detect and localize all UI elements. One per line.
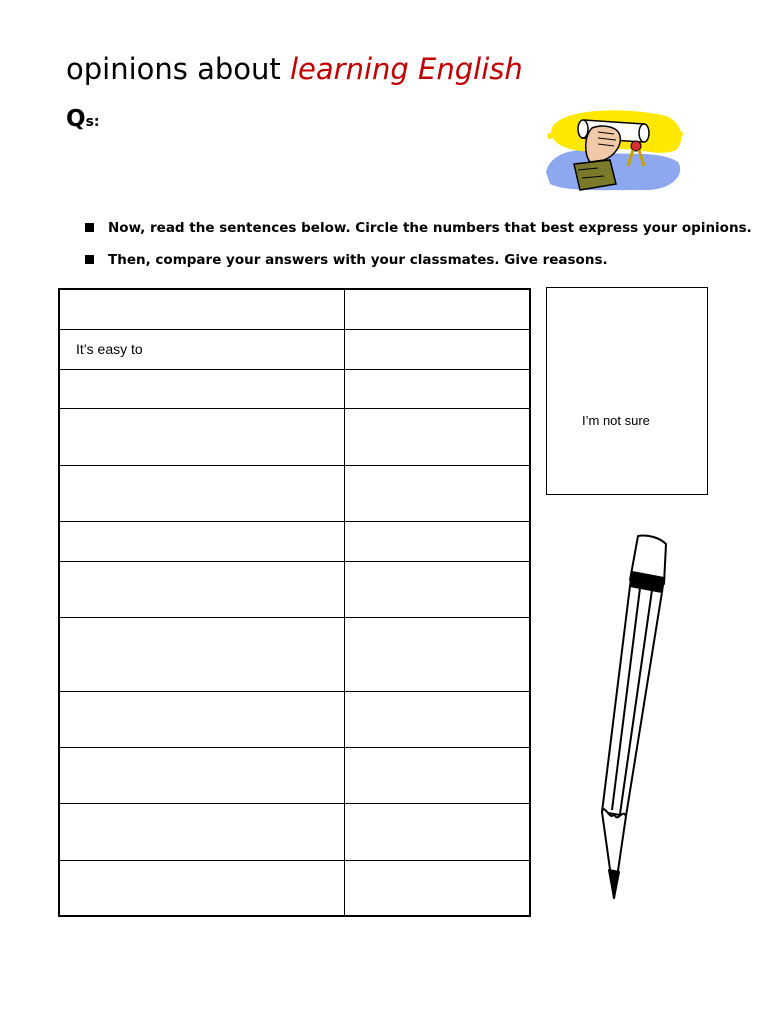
pencil-icon (596, 532, 676, 904)
rating-cell[interactable] (344, 860, 530, 916)
instructions-list (84, 219, 752, 283)
table-row (59, 329, 530, 369)
rating-cell[interactable] (344, 408, 530, 465)
instruction-text: Then, compare your answers with your classmates. Give reasons. (108, 252, 608, 268)
table-row (59, 289, 530, 329)
title-accent: learning English (290, 52, 523, 86)
statement-cell[interactable] (59, 465, 344, 521)
table-row (59, 860, 530, 916)
questions-label (66, 106, 100, 132)
rating-cell[interactable] (344, 561, 530, 617)
rating-cell[interactable] (344, 803, 530, 860)
table-row (59, 561, 530, 617)
instruction-item (84, 219, 752, 251)
rating-cell[interactable] (344, 369, 530, 408)
questions-label-initial: Q (66, 106, 86, 132)
rating-cell[interactable] (344, 521, 530, 561)
title-lead: opinions about (66, 52, 281, 86)
table-row (59, 369, 530, 408)
rating-cell[interactable] (344, 747, 530, 803)
statement-cell[interactable] (59, 408, 344, 465)
statement-cell[interactable] (59, 691, 344, 747)
statement-cell[interactable] (59, 617, 344, 691)
scale-box (546, 287, 708, 495)
page-title (66, 52, 523, 86)
rating-cell[interactable] (344, 289, 530, 329)
scale-box-label: I’m not sure (582, 413, 650, 428)
statement-cell[interactable] (59, 860, 344, 916)
table-row (59, 521, 530, 561)
rating-cell[interactable] (344, 691, 530, 747)
instruction-text: Now, read the sentences below. Circle the numbers that best express your opinions. (108, 220, 752, 236)
table-row (59, 465, 530, 521)
statement-cell[interactable] (59, 561, 344, 617)
statement-cell[interactable] (59, 803, 344, 860)
statement-cell[interactable] (59, 747, 344, 803)
table-row (59, 691, 530, 747)
table-row (59, 408, 530, 465)
statement-cell[interactable] (59, 289, 344, 329)
square-bullet-icon (85, 223, 94, 232)
table-row (59, 617, 530, 691)
statement-cell[interactable] (59, 369, 344, 408)
rating-cell[interactable] (344, 329, 530, 369)
instruction-item (84, 251, 752, 283)
square-bullet-icon (85, 255, 94, 264)
questions-label-rest: s: (85, 114, 100, 130)
rating-cell[interactable] (344, 465, 530, 521)
opinions-table (58, 288, 531, 917)
statement-cell[interactable]: It’s easy to (59, 329, 344, 369)
table-row (59, 747, 530, 803)
table-row (59, 803, 530, 860)
statement-cell[interactable] (59, 521, 344, 561)
diploma-hand-icon (540, 106, 686, 194)
rating-cell[interactable] (344, 617, 530, 691)
